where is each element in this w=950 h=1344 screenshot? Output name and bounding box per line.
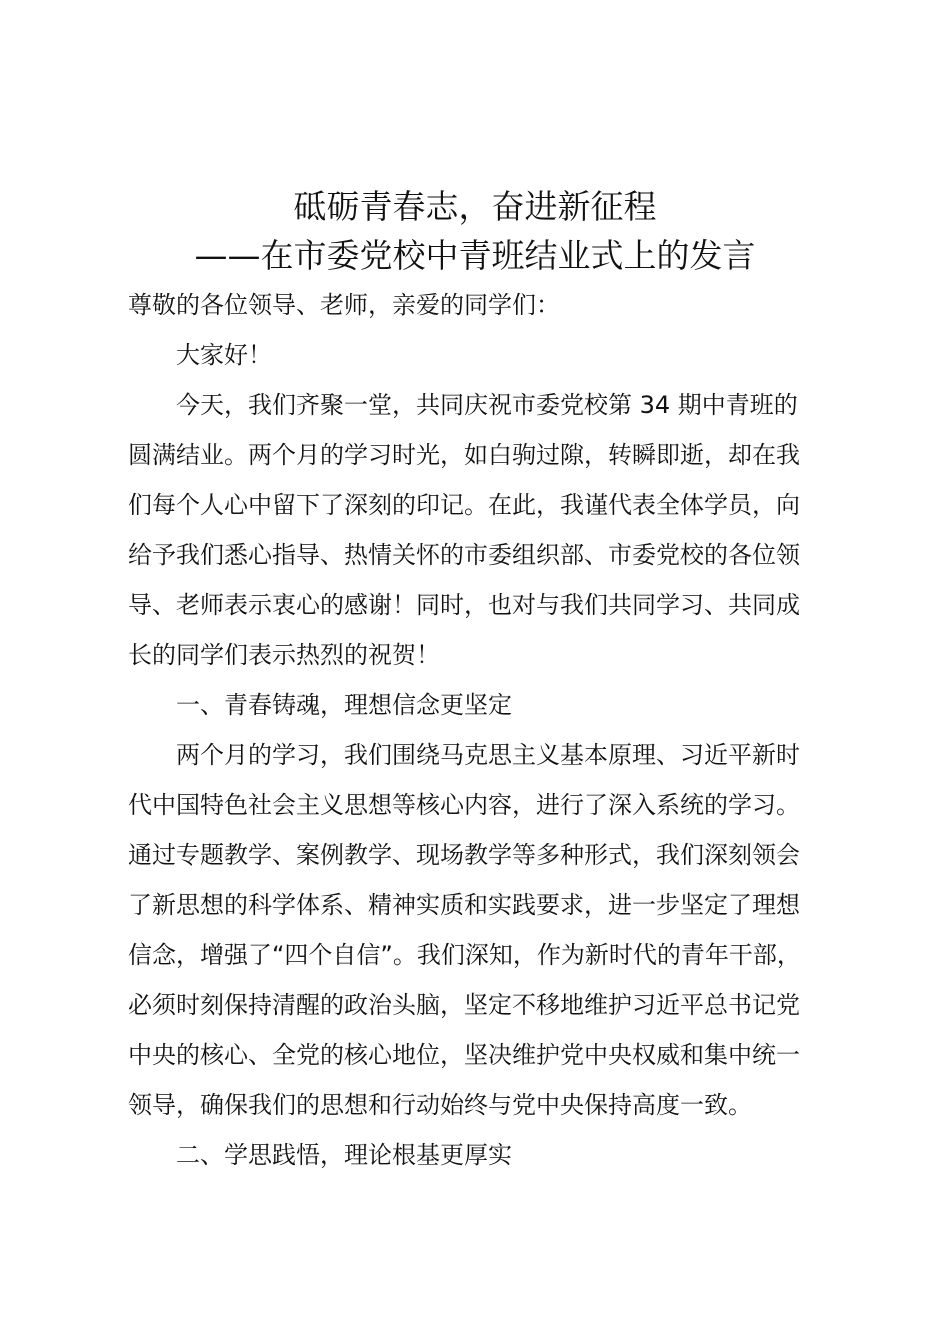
- document-subtitle: ——在市委党校中青班结业式上的发言: [194, 236, 756, 275]
- salutation: 尊敬的各位领导、老师，亲爱的同学们：: [128, 291, 560, 319]
- paragraph-line: 信念，增强了“四个自信”。我们深知，作为新时代的青年干部，: [128, 941, 801, 969]
- paragraph-line: 通过专题教学、案例教学、现场教学等多种形式，我们深刻领会: [128, 841, 800, 869]
- paragraph-line: 两个月的学习，我们围绕马克思主义基本原理、习近平新时: [176, 741, 800, 769]
- document-body: [128, 280, 838, 1180]
- paragraph-line: 代中国特色社会主义思想等核心内容，进行了深入系统的学习。: [128, 791, 800, 819]
- paragraph-line: 中央的核心、全党的核心地位，坚决维护党中央权威和集中统一: [128, 1041, 800, 1069]
- section-heading: 二、学思践悟，理论根基更厚实: [176, 1141, 512, 1169]
- paragraph-line: 给予我们悉心指导、热情关怀的市委组织部、市委党校的各位领: [128, 541, 800, 569]
- paragraph-line: 长的同学们表示热烈的祝贺！: [128, 641, 440, 669]
- paragraph-line: 必须时刻保持清醒的政治头脑，坚定不移地维护习近平总书记党: [128, 991, 800, 1019]
- paragraph-line: 们每个人心中留下了深刻的印记。在此，我谨代表全体学员，向: [128, 491, 800, 519]
- document-title: 砥砺青春志，奋进新征程: [293, 187, 657, 226]
- paragraph-line: 导、老师表示衷心的感谢！同时，也对与我们共同学习、共同成: [128, 591, 800, 619]
- paragraph-line: 了新思想的科学体系、精神实质和实践要求，进一步坚定了理想: [128, 891, 800, 919]
- paragraph-line: 领导，确保我们的思想和行动始终与党中央保持高度一致。: [128, 1091, 752, 1119]
- section-heading: 一、青春铸魂，理想信念更坚定: [176, 691, 512, 719]
- greeting: 大家好！: [176, 341, 272, 369]
- paragraph-line: 今天，我们齐聚一堂，共同庆祝市委党校第 34 期中青班的: [176, 391, 798, 419]
- paragraph-line: 圆满结业。两个月的学习时光，如白驹过隙，转瞬即逝，却在我: [128, 441, 800, 469]
